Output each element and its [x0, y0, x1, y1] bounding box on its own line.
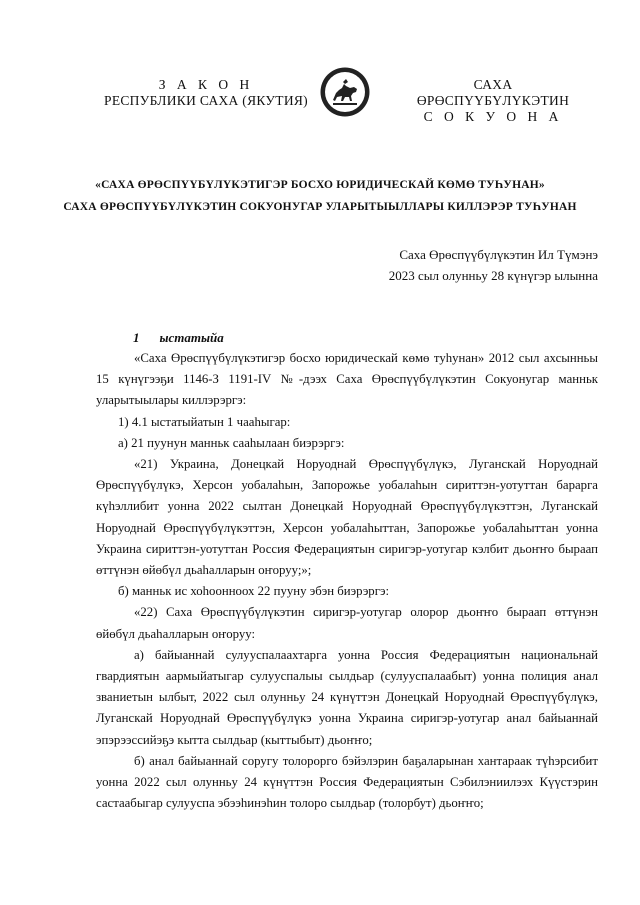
- paragraph-clause-22: «22) Саха Өрөспүүбүлүкэтин сиригэр-уотугар олорор дьоҥҥо быраап өттүнэн өйөбүл дьаһалларын оҥоруу:: [96, 605, 598, 641]
- article-body: [96, 348, 598, 814]
- header-left: [96, 77, 316, 109]
- header-right-title: САХА ӨРӨСПҮҮБҮЛҮКЭТИН: [416, 77, 570, 108]
- header-left-subtitle: РЕСПУБЛИКИ САХА (ЯКУТИЯ): [104, 93, 308, 108]
- paragraph-item-1: 1) 4.1 ыстатыйатын 1 чааһыгар:: [118, 414, 291, 429]
- paragraph-item-a: а) 21 пуунун манньк сааһылаан биэрэргэ:: [118, 435, 345, 450]
- adoption-date: 2023 сыл олунньу 28 күнүгэр ылынна: [388, 268, 598, 283]
- paragraph-subitem-a: а) байыаннай сулууспалаахтарга уонна Россия Федерациятын национальнай гвардиятын аармыйатыгар сулууспалыы сылдьар (сулууспалаабыт) уонна полиция анал званиетын ылбыт, 2022 сыл олунньу 24 күнүттэн Донецкай Норуоднай Өрөспүүбүлүкэ, Луганскай Норуоднай Өрөспүүбүлүкэ уонна Украина сиригэр-уотугар анал байыаннай эпэрээссийэҕэ кытта сылдьар (кыттыбыт) дьоҥҥо;: [96, 647, 598, 747]
- article-label: ыстатыйа: [159, 330, 224, 345]
- sakha-coat-of-arms-icon: [319, 66, 371, 118]
- law-title-line-1: «САХА ӨРӨСПҮҮБҮЛҮКЭТИГЭР БОСХО ЮРИДИЧЕСКАЙ КӨМӨ ТУҺУНАН»: [95, 179, 545, 191]
- paragraph-item-b: б) манньк ис хоһоонноох 22 пууну эбэн биэрэргэ:: [118, 584, 390, 599]
- article-number: 1: [133, 330, 140, 345]
- law-title-line-2: САХА ӨРӨСПҮҮБҮЛҮКЭТИН СОКУОНУГАР УЛАРЫТЫЫЛЛАРЫ КИЛЛЭРЭР ТУҺУНАН: [63, 201, 577, 213]
- header-left-title: З А К О Н: [158, 77, 254, 92]
- paragraph-clause-21: «21) Украина, Донецкай Норуоднай Өрөспүүбүлүкэ, Луганскай Норуоднай Өрөспүүбүлүкэ, Херсон уобалаһын, Запорожье уобалаһын сириттэн-уотуттан бараргa күһэллибит уонна 2022 сылтан Донецкай Норуоднай Өрөспүүбүлүкэттэн, Луганскай Норуоднай Өрөспүүбүлүкэттэн, Херсон уобалаһыттан, Запорожье уобалаһыттан уонна Украина сириттэн-уотуттан Россия Федерациятын сиригэр-уотугар кэлбит дьоҥҥо быраап өттүнэн өйөбүл дьаһалларын оҥоруу;»;: [96, 457, 598, 578]
- paragraph-intro: «Саха Өрөспүүбүлүкэтигэр босхо юридическай көмө туһунан» 2012 сыл ахсынньы 15 күнүгээҕи 1146-З 1191-IV №-дээх Саха Өрөспүүбүлүкэтин Сокуонугар манньк уларытыылары киллэрэргэ:: [96, 351, 598, 408]
- article-heading: [133, 330, 224, 346]
- adoption-place: Саха Өрөспүүбүлүкэтин Ил Түмэнэ: [399, 247, 598, 262]
- paragraph-subitem-b: б) анал байыаннай соругу толорорго бэйэлэрин баҕаларынан хантараак түһэрсибит уонна 2022 сыл олунньу 24 күнүттэн Россия Федерациятын Сэбилэниилээх Күүстэрин састаабыгар сулууспа эбээһинэһин толоро сылдьар (толорбут) дьоҥҥо;: [96, 753, 598, 811]
- header-right-subtitle: С О К У О Н А: [423, 109, 563, 124]
- header-right: [398, 77, 588, 125]
